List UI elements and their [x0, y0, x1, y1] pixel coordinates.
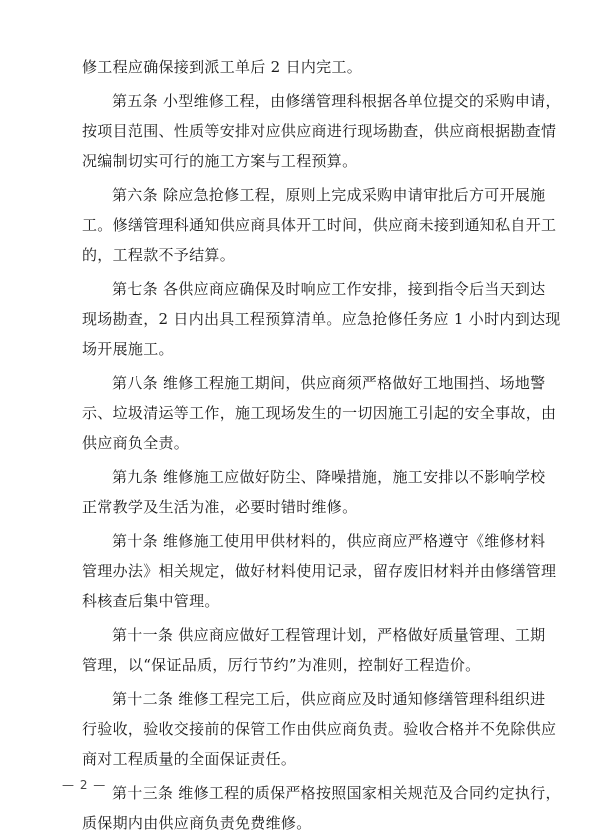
text-line: 示、垃圾清运等工作，施工现场发生的一切因施工引起的安全事故，由: [82, 404, 557, 422]
paragraph: [82, 180, 557, 270]
text-line: 科核查后集中管理。: [82, 592, 220, 610]
page-number: — 2 —: [62, 778, 107, 792]
text-line: 工。修缮管理科通知供应商具体开工时间，供应商未接到通知私自开工: [82, 216, 557, 234]
document-body: [82, 52, 561, 838]
text-line: 修工程应确保接到派工单后 2 日内完工。: [82, 58, 363, 76]
text-line: 第十一条 供应商应做好工程管理计划，严格做好质量管理、工期: [112, 626, 546, 644]
text-line: 商对工程质量的全面保证责任。: [82, 750, 297, 768]
text-line: 第五条 小型维修工程，由修缮管理科根据各单位提交的采购申请，: [112, 92, 561, 110]
text-line: 第八条 维修工程施工期间，供应商须严格做好工地围挡、场地警: [112, 374, 546, 392]
text-line: 行验收，验收交接前的保管工作由供应商负责。验收合格并不免除供应: [82, 720, 557, 738]
text-line: 第七条 各供应商应确保及时响应工作安排，接到指令后当天到达: [112, 280, 546, 298]
text-line: 况编制切实可行的施工方案与工程预算。: [82, 152, 358, 170]
text-line: 质保期内由供应商负责免费维修。: [82, 814, 312, 832]
text-line: 的，工程款不予结算。: [82, 246, 236, 264]
text-line: 现场勘查，2 日内出具工程预算清单。应急抢修任务应 1 小时内到达现: [82, 310, 561, 328]
paragraph: [82, 620, 546, 680]
paragraph: [82, 52, 532, 82]
paragraph: [82, 274, 561, 364]
text-line: 第十二条 维修工程完工后，供应商应及时通知修缮管理科组织进: [112, 690, 546, 708]
text-line: 第九条 维修施工应做好防尘、降噪措施，施工安排以不影响学校: [112, 468, 546, 486]
paragraph: [82, 368, 557, 458]
paragraph: [82, 86, 561, 176]
text-line: 第六条 除应急抢修工程，原则上完成采购申请审批后方可开展施: [112, 186, 546, 204]
paragraph: [82, 462, 546, 522]
text-line: 正常教学及生活为准，必要时错时维修。: [82, 498, 358, 516]
text-line: 管理，以“保证品质，厉行节约”为准则，控制好工程造价。: [82, 656, 481, 674]
paragraph: [82, 684, 557, 774]
text-line: 管理办法》相关规定，做好材料使用记录，留存废旧材料并由修缮管理: [82, 562, 557, 580]
text-line: 第十三条 维修工程的质保严格按照国家相关规范及合同约定执行，: [112, 784, 561, 802]
paragraph: [82, 526, 557, 616]
text-line: 场开展施工。: [82, 340, 174, 358]
text-line: 供应商负全责。: [82, 434, 190, 452]
text-line: 第十条 维修施工使用甲供材料的，供应商应严格遵守《维修材料: [112, 532, 546, 550]
paragraph: [82, 778, 561, 838]
text-line: 按项目范围、性质等安排对应供应商进行现场勘查，供应商根据勘查情: [82, 122, 557, 140]
